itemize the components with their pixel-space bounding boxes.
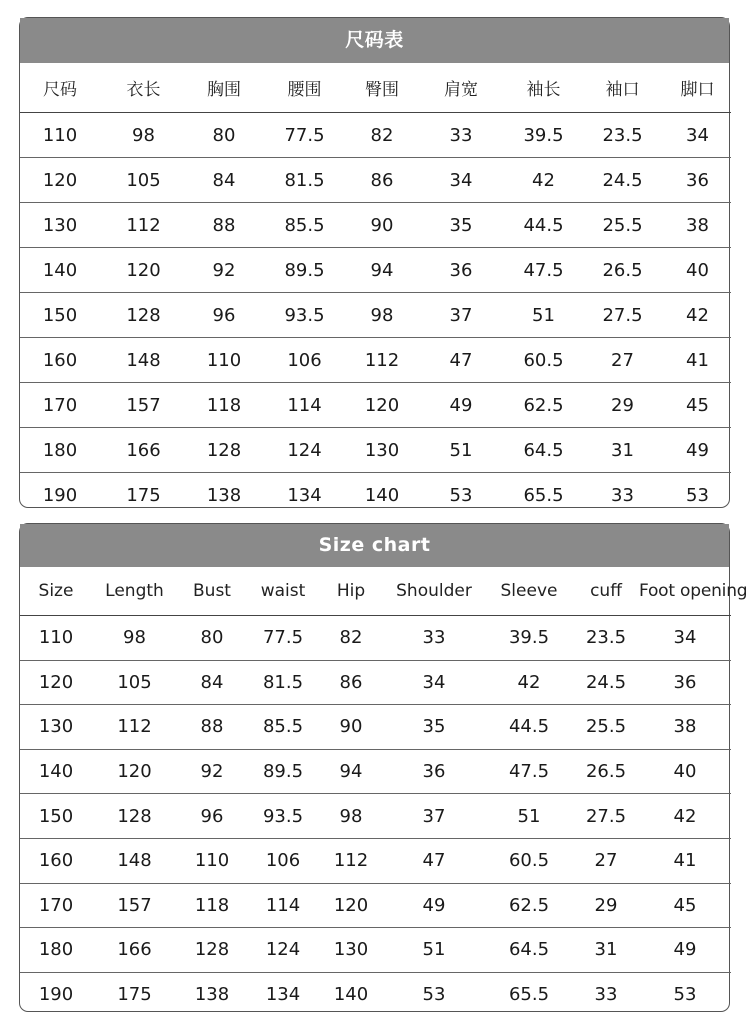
column-header: 胸围	[207, 80, 241, 100]
size-table-english	[19, 523, 748, 1012]
table-cell: 49	[416, 383, 506, 428]
table-cell: 120	[348, 383, 416, 428]
table-cell: 148	[100, 338, 187, 383]
column-header: Hip	[336, 581, 366, 601]
header-row	[20, 63, 731, 113]
table-cell: 82	[348, 113, 416, 158]
table-cell: 120	[100, 248, 187, 293]
column-header: 脚口	[680, 80, 715, 100]
table-cell: 33	[573, 972, 639, 1016]
table-cell: 120	[20, 158, 100, 203]
table-row	[20, 383, 731, 428]
table-cell: 175	[92, 972, 177, 1016]
table-cell: 85.5	[261, 203, 348, 248]
table-cell: 27	[581, 338, 664, 383]
table-cell: 81.5	[261, 158, 348, 203]
table-row	[20, 972, 731, 1016]
table-cell: 98	[100, 113, 187, 158]
table-cell: 150	[20, 293, 100, 338]
table-cell: 160	[20, 338, 100, 383]
size-table-chinese	[19, 17, 730, 508]
table-cell: 89.5	[261, 248, 348, 293]
table-cell: 106	[247, 838, 319, 883]
table-cell: 114	[247, 883, 319, 928]
table-cell: 94	[319, 749, 383, 794]
table-cell: 148	[92, 838, 177, 883]
table-cell: 42	[506, 158, 581, 203]
table-cell: 24.5	[573, 660, 639, 705]
table-body	[20, 567, 748, 1016]
table-cell: 157	[92, 883, 177, 928]
table-cell: 29	[573, 883, 639, 928]
column-header: 尺码	[43, 80, 77, 100]
table-cell: 47	[416, 338, 506, 383]
table-cell: 84	[187, 158, 261, 203]
column-header: waist	[260, 581, 306, 601]
table-cell: 81.5	[247, 660, 319, 705]
table-row	[20, 794, 731, 839]
table-body	[20, 63, 731, 517]
table-cell: 53	[639, 972, 731, 1016]
column-header: Shoulder	[396, 581, 472, 601]
table-cell: 51	[485, 794, 573, 839]
table-row	[20, 473, 731, 518]
table-cell: 35	[416, 203, 506, 248]
table-cell: 96	[177, 794, 247, 839]
table-cell: 124	[247, 928, 319, 973]
table-cell: 124	[261, 428, 348, 473]
table-cell: 86	[319, 660, 383, 705]
column-header: 袖长	[526, 80, 561, 100]
table-cell: 86	[348, 158, 416, 203]
table-cell: 40	[664, 248, 731, 293]
table-cell: 175	[100, 473, 187, 518]
column-header: Size	[38, 581, 74, 601]
table-cell: 140	[348, 473, 416, 518]
header-row	[20, 567, 731, 616]
table-cell: 128	[100, 293, 187, 338]
table-row	[20, 203, 731, 248]
table-cell: 92	[177, 749, 247, 794]
table-cell: 33	[581, 473, 664, 518]
table-cell: 49	[664, 428, 731, 473]
table-cell: 42	[639, 794, 731, 839]
table-cell: 150	[20, 794, 92, 839]
table-cell: 60.5	[506, 338, 581, 383]
table-cell: 25.5	[573, 705, 639, 750]
table-cell: 93.5	[247, 794, 319, 839]
table-cell: 160	[20, 838, 92, 883]
size-table	[20, 63, 731, 517]
table-cell: 37	[416, 293, 506, 338]
table-cell: 36	[639, 660, 731, 705]
table-cell: 51	[383, 928, 485, 973]
table-cell: 90	[319, 705, 383, 750]
table-cell: 60.5	[485, 838, 573, 883]
table-cell: 180	[20, 428, 100, 473]
table-cell: 130	[20, 705, 92, 750]
table-cell: 26.5	[573, 749, 639, 794]
table-cell: 166	[92, 928, 177, 973]
table-row	[20, 338, 731, 383]
column-header: 臀围	[365, 80, 399, 100]
table-cell: 27.5	[581, 293, 664, 338]
table-cell: 134	[247, 972, 319, 1016]
table-cell: 45	[639, 883, 731, 928]
table-cell: 138	[187, 473, 261, 518]
table-cell: 85.5	[247, 705, 319, 750]
column-header: Length	[105, 581, 164, 601]
table-cell: 157	[100, 383, 187, 428]
table-cell: 166	[100, 428, 187, 473]
table-cell: 130	[319, 928, 383, 973]
table-cell: 42	[664, 293, 731, 338]
table-cell: 65.5	[506, 473, 581, 518]
table-title: Size chart	[20, 524, 729, 567]
table-row	[20, 428, 731, 473]
table-cell: 36	[664, 158, 731, 203]
table-cell: 134	[261, 473, 348, 518]
table-cell: 112	[348, 338, 416, 383]
table-cell: 112	[92, 705, 177, 750]
table-cell: 29	[581, 383, 664, 428]
table-cell: 170	[20, 883, 92, 928]
table-cell: 110	[177, 838, 247, 883]
column-header: 衣长	[126, 80, 161, 100]
table-cell: 62.5	[506, 383, 581, 428]
table-cell: 77.5	[247, 616, 319, 661]
table-cell: 94	[348, 248, 416, 293]
column-header: cuff	[590, 581, 622, 601]
size-table	[20, 567, 748, 1016]
table-cell: 62.5	[485, 883, 573, 928]
table-cell: 130	[20, 203, 100, 248]
table-cell: 98	[348, 293, 416, 338]
table-cell: 106	[261, 338, 348, 383]
table-row	[20, 705, 731, 750]
table-cell: 31	[581, 428, 664, 473]
table-cell: 40	[639, 749, 731, 794]
column-header: Bust	[193, 581, 231, 601]
table-cell: 44.5	[506, 203, 581, 248]
table-cell: 180	[20, 928, 92, 973]
table-cell: 98	[319, 794, 383, 839]
table-cell: 51	[506, 293, 581, 338]
table-cell: 38	[664, 203, 731, 248]
table-cell: 80	[187, 113, 261, 158]
column-header: 肩宽	[444, 80, 478, 100]
table-cell: 53	[383, 972, 485, 1016]
table-cell: 38	[639, 705, 731, 750]
table-row	[20, 749, 731, 794]
table-cell: 110	[20, 616, 92, 661]
table-cell: 37	[383, 794, 485, 839]
table-cell: 26.5	[581, 248, 664, 293]
table-cell: 34	[416, 158, 506, 203]
table-cell: 39.5	[506, 113, 581, 158]
table-cell: 23.5	[573, 616, 639, 661]
table-cell: 140	[20, 749, 92, 794]
table-cell: 36	[416, 248, 506, 293]
table-cell: 118	[187, 383, 261, 428]
table-cell: 45	[664, 383, 731, 428]
table-cell: 114	[261, 383, 348, 428]
table-cell: 49	[383, 883, 485, 928]
table-cell: 34	[664, 113, 731, 158]
table-row	[20, 113, 731, 158]
table-cell: 34	[383, 660, 485, 705]
table-cell: 93.5	[261, 293, 348, 338]
table-cell: 170	[20, 383, 100, 428]
table-cell: 110	[187, 338, 261, 383]
table-cell: 110	[20, 113, 100, 158]
table-cell: 31	[573, 928, 639, 973]
table-cell: 41	[639, 838, 731, 883]
table-cell: 80	[177, 616, 247, 661]
table-cell: 47.5	[506, 248, 581, 293]
table-cell: 90	[348, 203, 416, 248]
table-cell: 88	[177, 705, 247, 750]
table-cell: 23.5	[581, 113, 664, 158]
table-cell: 82	[319, 616, 383, 661]
column-header: Foot opening	[639, 581, 748, 601]
table-cell: 42	[485, 660, 573, 705]
table-cell: 138	[177, 972, 247, 1016]
table-cell: 77.5	[261, 113, 348, 158]
table-cell: 27	[573, 838, 639, 883]
table-cell: 33	[416, 113, 506, 158]
table-row	[20, 248, 731, 293]
table-cell: 33	[383, 616, 485, 661]
table-cell: 35	[383, 705, 485, 750]
table-cell: 98	[92, 616, 177, 661]
table-cell: 140	[20, 248, 100, 293]
table-cell: 36	[383, 749, 485, 794]
table-cell: 64.5	[485, 928, 573, 973]
table-title: 尺码表	[20, 18, 729, 63]
column-header: Sleeve	[500, 581, 558, 601]
table-cell: 41	[664, 338, 731, 383]
table-row	[20, 660, 731, 705]
table-cell: 128	[177, 928, 247, 973]
table-cell: 51	[416, 428, 506, 473]
table-cell: 112	[319, 838, 383, 883]
table-cell: 130	[348, 428, 416, 473]
table-cell: 140	[319, 972, 383, 1016]
table-row	[20, 616, 731, 661]
table-row	[20, 883, 731, 928]
table-cell: 190	[20, 473, 100, 518]
table-cell: 112	[100, 203, 187, 248]
table-cell: 88	[187, 203, 261, 248]
table-cell: 105	[100, 158, 187, 203]
table-cell: 89.5	[247, 749, 319, 794]
table-cell: 128	[187, 428, 261, 473]
table-cell: 120	[20, 660, 92, 705]
table-cell: 27.5	[573, 794, 639, 839]
column-header: 腰围	[287, 80, 322, 100]
table-cell: 92	[187, 248, 261, 293]
table-cell: 118	[177, 883, 247, 928]
table-row	[20, 838, 731, 883]
column-header: 袖口	[605, 80, 640, 100]
table-cell: 128	[92, 794, 177, 839]
table-cell: 190	[20, 972, 92, 1016]
table-cell: 53	[664, 473, 731, 518]
table-cell: 47	[383, 838, 485, 883]
table-row	[20, 293, 731, 338]
table-cell: 105	[92, 660, 177, 705]
table-cell: 120	[92, 749, 177, 794]
table-cell: 44.5	[485, 705, 573, 750]
table-cell: 47.5	[485, 749, 573, 794]
table-cell: 34	[639, 616, 731, 661]
table-row	[20, 158, 731, 203]
table-cell: 96	[187, 293, 261, 338]
table-cell: 84	[177, 660, 247, 705]
table-row	[20, 928, 731, 973]
table-cell: 39.5	[485, 616, 573, 661]
table-cell: 64.5	[506, 428, 581, 473]
table-cell: 65.5	[485, 972, 573, 1016]
table-cell: 120	[319, 883, 383, 928]
table-cell: 25.5	[581, 203, 664, 248]
table-cell: 24.5	[581, 158, 664, 203]
table-cell: 49	[639, 928, 731, 973]
table-cell: 53	[416, 473, 506, 518]
